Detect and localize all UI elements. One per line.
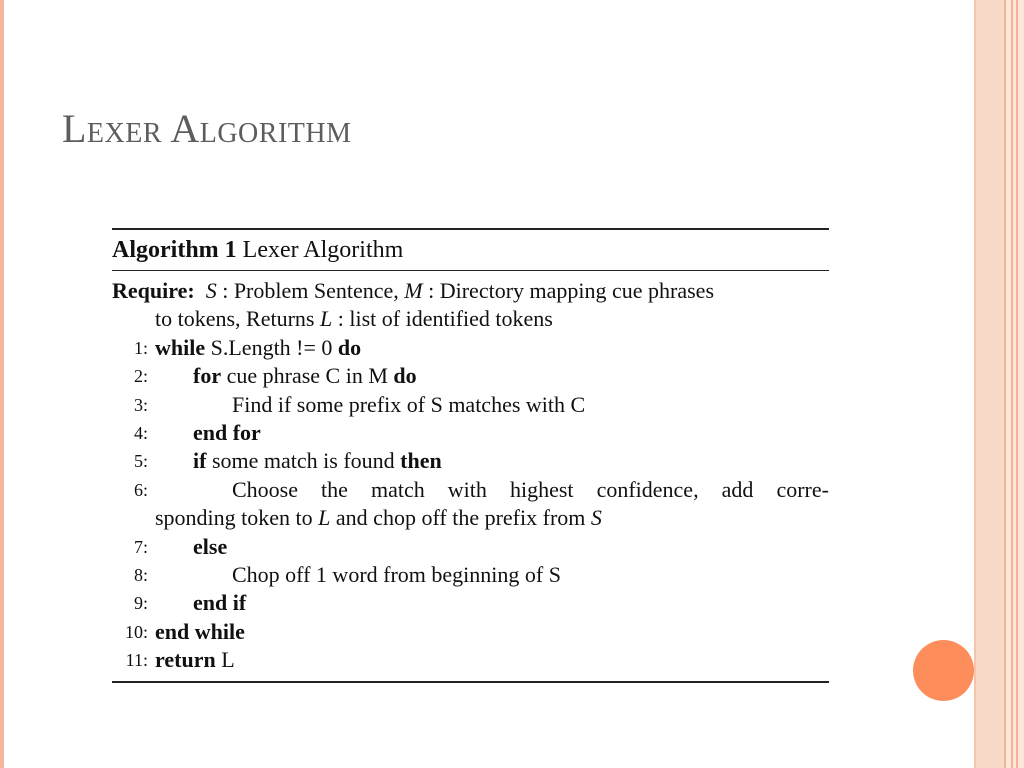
line-number: 8: xyxy=(133,565,148,586)
require-s-desc: : Problem Sentence, xyxy=(222,278,399,303)
word: match xyxy=(370,476,425,502)
line-text: Find if some prefix of S matches with C xyxy=(232,391,586,417)
algorithm-bottom-rule xyxy=(112,681,829,683)
algorithm-caption-label: Algorithm 1 xyxy=(112,237,237,263)
math-var: S xyxy=(590,505,602,531)
line-number: 2: xyxy=(133,366,148,387)
line-number: 7: xyxy=(133,536,148,557)
require-first-line xyxy=(112,277,829,305)
require-m-var: M xyxy=(404,278,423,303)
algorithm-require xyxy=(112,277,829,305)
word: confidence, xyxy=(596,476,699,502)
require-s-var: S xyxy=(205,278,217,303)
line-number: 5: xyxy=(133,451,148,472)
slide-accent-circle xyxy=(913,640,974,701)
require-label: Require: xyxy=(112,278,195,303)
line-number: 4: xyxy=(133,423,148,444)
line-text: and chop off the prefix from xyxy=(330,505,591,531)
keyword: end if xyxy=(193,590,247,616)
algorithm-line xyxy=(112,646,829,674)
slide-frame-right xyxy=(976,0,1024,768)
line-number: 9: xyxy=(133,593,148,614)
line-6-words xyxy=(112,476,829,504)
algorithm-line xyxy=(112,362,829,390)
line-text: cue phrase C in M xyxy=(221,363,394,389)
line-number: 6: xyxy=(133,479,148,500)
line-text: L xyxy=(215,647,235,673)
algorithm-line xyxy=(112,391,829,419)
line-text: some match is found xyxy=(206,448,401,474)
keyword: do xyxy=(337,334,362,360)
require-m-desc: : Directory mapping cue phrases xyxy=(428,278,715,303)
word: Choose xyxy=(232,476,298,502)
math-var: L xyxy=(318,505,331,531)
line-number: 1: xyxy=(133,337,148,358)
algorithm-line xyxy=(112,589,829,617)
word: with xyxy=(447,476,487,502)
algorithm-line xyxy=(112,419,829,447)
algorithm-line xyxy=(112,618,829,646)
keyword: do xyxy=(393,363,417,389)
keyword: if xyxy=(193,448,207,474)
line-6-continuation xyxy=(112,504,829,532)
line-number: 10: xyxy=(124,621,148,642)
slide-frame-left xyxy=(0,0,4,768)
line-number: 3: xyxy=(133,394,148,415)
keyword: return xyxy=(155,647,216,673)
require-l-var: L xyxy=(320,306,333,332)
algorithm-line xyxy=(112,334,829,362)
word: highest xyxy=(509,476,574,502)
require-cont-prefix: to tokens, Returns xyxy=(155,306,315,332)
keyword: else xyxy=(193,533,228,559)
algorithm-caption xyxy=(112,230,829,270)
line-text: Chop off 1 word from beginning of S xyxy=(232,562,561,588)
algorithm-box xyxy=(112,228,829,683)
line-text: sponding token to xyxy=(155,505,319,531)
algorithm-line xyxy=(112,476,829,504)
line-number: 11: xyxy=(125,650,148,671)
algorithm-line xyxy=(112,561,829,589)
keyword: then xyxy=(400,448,442,474)
keyword: for xyxy=(193,363,222,389)
word: add xyxy=(721,476,754,502)
algorithm-line xyxy=(112,533,829,561)
slide-title: Lexer Algorithm xyxy=(62,106,352,151)
require-continuation xyxy=(112,305,829,333)
require-cont-suffix: : list of identified tokens xyxy=(337,306,553,332)
keyword: end for xyxy=(193,420,261,446)
algorithm-body xyxy=(112,271,829,675)
keyword: while xyxy=(155,334,206,360)
algorithm-line xyxy=(112,447,829,475)
word: corre- xyxy=(776,476,829,502)
line-text: S.Length != 0 xyxy=(205,334,338,360)
word: the xyxy=(321,476,348,502)
algorithm-caption-title: Lexer Algorithm xyxy=(242,237,404,263)
keyword: end while xyxy=(155,618,245,644)
